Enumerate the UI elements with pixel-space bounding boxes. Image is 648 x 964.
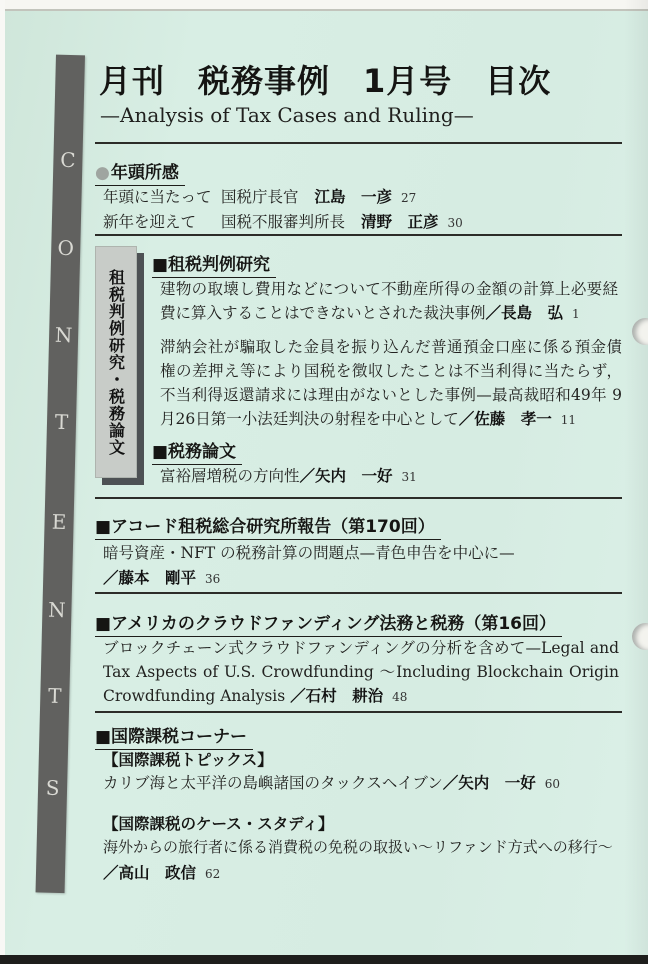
page-number: 30	[447, 216, 463, 230]
page-number: 48	[392, 690, 408, 704]
circle-bullet-icon: ●	[95, 163, 110, 183]
article-title: 暗号資産・NFT の税務計算の問題点—青色申告を中心に—	[103, 544, 515, 562]
article-title: 富裕層増税の方向性	[160, 467, 300, 485]
section-heading-crowdfunding: ■アメリカのクラウドファンディング法務と税務（第16回）	[95, 609, 562, 637]
author-name: 清野 正彦	[361, 213, 439, 231]
page-number: 31	[401, 470, 417, 484]
spine-letter: T	[54, 409, 69, 435]
toc-item	[160, 335, 622, 432]
author-name: ／佐藤 孝一	[458, 410, 552, 428]
spine-letter: T	[47, 683, 62, 708]
divider	[95, 497, 622, 499]
author-name: ／矢内 一好	[299, 467, 393, 485]
page-number: 62	[205, 867, 221, 881]
scan-edge-bottom	[0, 955, 648, 964]
divider	[95, 234, 622, 236]
toc-item	[103, 210, 463, 232]
author-name: ／長島 弘	[485, 304, 564, 322]
toc-item	[103, 185, 416, 207]
article-title: 建物の取壊し費用などについて不動産所得の金額の計算上必要経費に算入することはできないとされた裁決事例	[160, 280, 618, 322]
toc-item	[103, 861, 220, 883]
author-name: ／石村 耕治	[290, 687, 384, 705]
page-title: 月刊 税務事例 1月号 目次	[99, 62, 552, 100]
author-name: 江島 一彦	[314, 188, 393, 206]
subsection-heading-topics: 【国際課税トピックス】	[103, 751, 273, 769]
spine-letter: N	[47, 597, 66, 623]
page-number: 27	[401, 191, 417, 205]
side-tab-hanrei-ronbun	[95, 246, 137, 478]
article-title: 海外からの旅行者に係る消費税の免税の取扱い～リファンド方式への移行～	[103, 838, 613, 856]
subsection-heading-case-study: 【国際課税のケース・スタディ】	[103, 815, 334, 833]
toc-item	[160, 277, 618, 326]
author-name: ／矢内 一好	[442, 774, 536, 792]
article-title: カリブ海と太平洋の島嶼諸国のタックスヘイブン	[103, 774, 443, 792]
scan-edge-left	[0, 0, 5, 964]
author-role: 国税庁長官	[221, 188, 299, 206]
section-heading-hanrei: ■租税判例研究	[152, 250, 276, 278]
section-heading-nento	[95, 158, 185, 186]
article-title: 滞納会社が騙取した金員を振り込んだ普通預金口座に係る預金債権の差押え等により国税を徴収したことは不当利得に当たらず，不当利得返還請求には理由がないとした事例—最高裁昭和49年 9 月26日第一小法廷判決の射程を中心として	[160, 338, 622, 428]
toc-item	[160, 464, 417, 486]
section-heading-accord: ■アコード租税総合研究所報告（第170回）	[95, 512, 441, 540]
section-heading-kokusai: ■国際課税コーナー	[95, 722, 253, 750]
toc-item	[103, 636, 619, 709]
side-tab-label: 租税判例研究・税務論文	[106, 268, 126, 456]
divider	[95, 142, 622, 144]
scan-edge-top	[0, 0, 648, 11]
page-number: 60	[544, 777, 561, 791]
spine-letter: S	[45, 775, 60, 800]
divider	[95, 592, 622, 594]
article-title: ブロックチェーン式クラウドファンディングの分析を含めて—Legal and Tax Aspects of U.S. Crowdfunding ～Including Blockchain Origin Crowdfunding Analysis	[103, 639, 619, 705]
toc-item	[103, 771, 560, 793]
author-role: 国税不服審判所長	[221, 213, 346, 231]
page-number: 36	[205, 572, 221, 586]
contents-spine-bar	[36, 55, 85, 893]
article-title: 新年を迎えて	[103, 213, 197, 231]
author-name: ／藤本 剛平	[103, 569, 197, 587]
page-number: 1	[572, 307, 580, 321]
divider	[95, 711, 622, 713]
spine-letter: E	[51, 509, 67, 535]
article-title: 年頭に当たって	[103, 188, 212, 206]
section-heading-ronbun: ■税務論文	[152, 437, 242, 465]
scan-edge-right	[624, 0, 648, 964]
toc-item	[103, 566, 220, 588]
page-number: 11	[560, 413, 577, 427]
page-subtitle: —Analysis of Tax Cases and Ruling—	[100, 103, 474, 127]
spine-letter: O	[57, 235, 75, 261]
section-heading-label: 年頭所感	[110, 163, 179, 183]
author-name: ／高山 政信	[103, 864, 197, 882]
spine-letter: C	[59, 147, 76, 173]
spine-letter: N	[54, 322, 73, 348]
